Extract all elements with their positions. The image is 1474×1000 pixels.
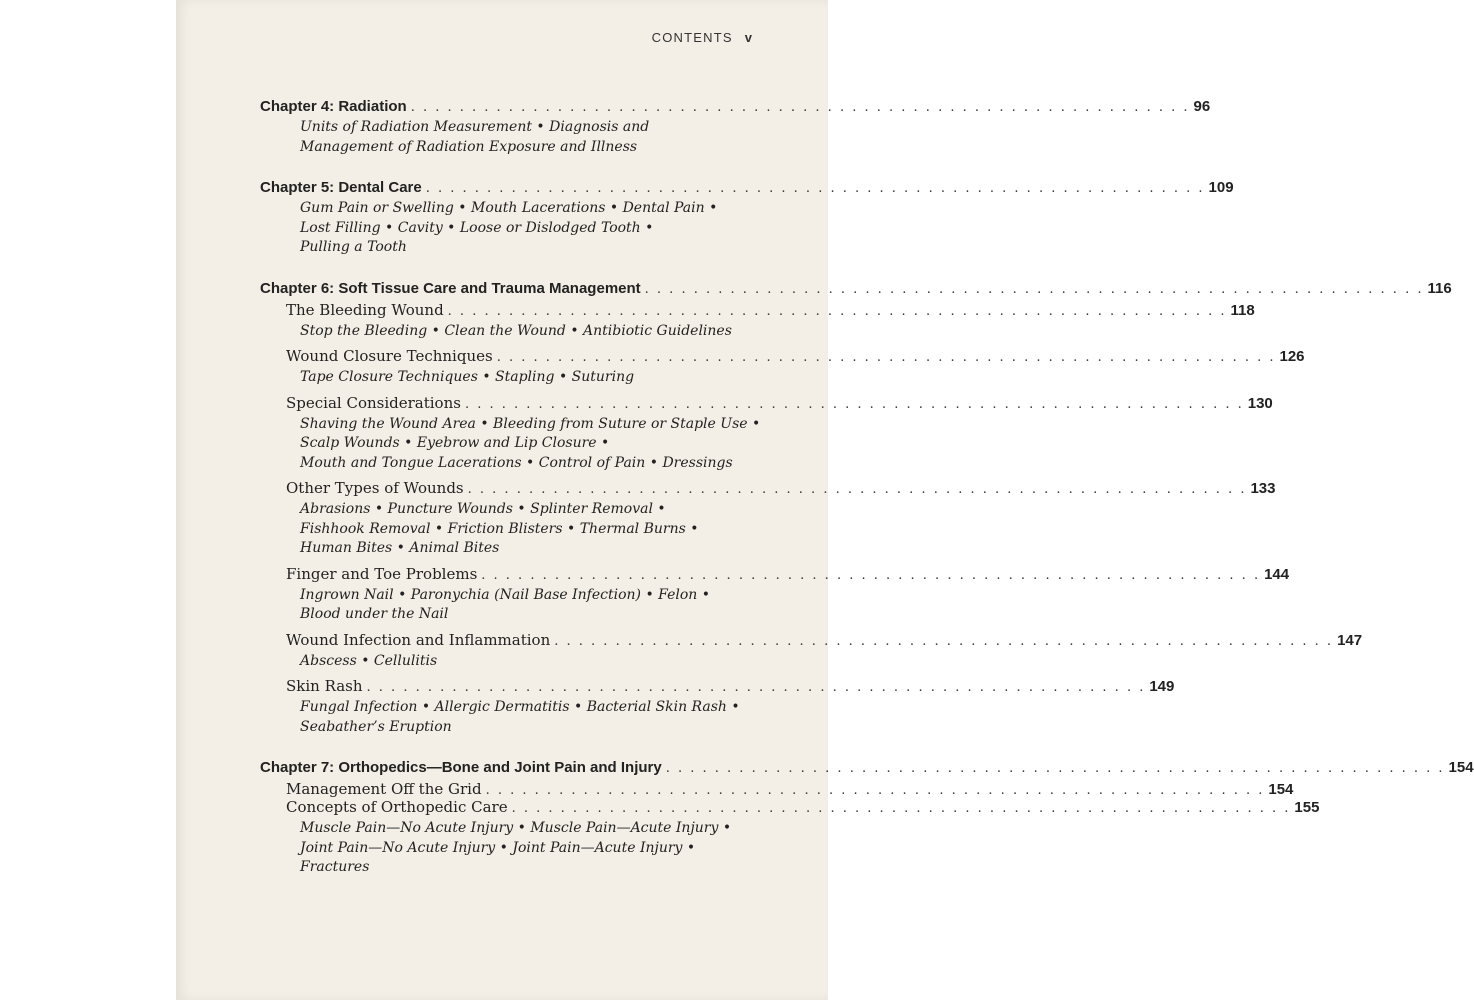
topic-list	[260, 368, 740, 388]
section-entry[interactable]	[260, 677, 1175, 695]
topic-line: Mouth and Tongue Lacerations • Control of Pain • Dressings	[300, 454, 733, 471]
topic-line: Blood under the Nail	[300, 606, 449, 622]
section-entry[interactable]	[260, 564, 1290, 583]
section-entry-page-number: 149	[1149, 678, 1175, 695]
topic-line: Abscess • Cellulitis	[300, 652, 438, 669]
topic-line: Seabather’s Eruption	[300, 718, 452, 735]
topic-line: Management of Radiation Exposure and Illness	[300, 138, 638, 155]
section-entry[interactable]	[260, 393, 1273, 412]
dot-leader: . . . . . . . . . . . . . . . . . . . . . . . . . . . . . . . . . . . . . . . . . . . . . . . . . . . . . . . . . . . . . . . .	[644, 281, 1424, 297]
topic-line: Scalp Wounds • Eyebrow and Lip Closure •	[300, 435, 610, 451]
section-entry-title: Special Considerations	[286, 393, 461, 412]
section-entry-title: Concepts of Orthopedic Care	[286, 798, 508, 816]
section-entry-title: Finger and Toe Problems	[286, 564, 478, 583]
topic-line: Lost Filling • Cavity • Loose or Dislodged Tooth •	[300, 219, 654, 236]
topic-line: Abrasions • Puncture Wounds • Splinter Removal •	[300, 501, 666, 517]
topic-line: Fractures	[300, 859, 370, 875]
section-entry-title: The Bleeding Wound	[286, 300, 444, 319]
dot-leader: . . . . . . . . . . . . . . . . . . . . . . . . . . . . . . . . . . . . . . . . . . . . . . . . . . . . . . . . . . . . . . . .	[554, 633, 1334, 649]
book-page	[176, 0, 1474, 1000]
section-entry[interactable]	[260, 780, 1294, 798]
topic-line: Pulling a Tooth	[300, 239, 407, 255]
topic-line: Fungal Infection • Allergic Dermatitis • Bacterial Skin Rash •	[300, 699, 740, 715]
dot-leader: . . . . . . . . . . . . . . . . . . . . . . . . . . . . . . . . . . . . . . . . . . . . . . . . . . . . . . . . . . . . . . . .	[447, 303, 1227, 319]
dot-leader: . . . . . . . . . . . . . . . . . . . . . . . . . . . . . . . . . . . . . . . . . . . . . . . . . . . . . . . . . . . . . . . .	[496, 350, 1276, 365]
chapter-entry[interactable]	[260, 279, 1452, 297]
topic-line: Gum Pain or Swelling • Mouth Lacerations • Dental Pain •	[300, 200, 718, 216]
section-entry[interactable]	[260, 798, 1320, 816]
section-entry-page-number: 155	[1294, 799, 1320, 816]
section-entry-title: Wound Closure Techniques	[286, 347, 493, 365]
chapter-entry-page-number: 96	[1193, 98, 1211, 115]
chapter-entry[interactable]	[260, 98, 1211, 115]
section-entry-page-number: 133	[1250, 480, 1276, 497]
topic-list	[260, 698, 740, 737]
dot-leader: . . . . . . . . . . . . . . . . . . . . . . . . . . . . . . . . . . . . . . . . . . . . . . . . . . . . . . . . . . . . . . . .	[665, 761, 1445, 776]
dot-leader: . . . . . . . . . . . . . . . . . . . . . . . . . . . . . . . . . . . . . . . . . . . . . . . . . . . . . . . . . . . . . . . .	[511, 801, 1291, 816]
chapter-entry-page-number: 116	[1427, 279, 1452, 297]
topic-list	[260, 199, 740, 258]
section-entry-page-number: 126	[1279, 348, 1305, 365]
chapter-entry-title: Chapter 7: Orthopedics—Bone and Joint Pain and Injury	[260, 759, 662, 776]
dot-leader: . . . . . . . . . . . . . . . . . . . . . . . . . . . . . . . . . . . . . . . . . . . . . . . . . . . . . . . . . . . . . . . .	[425, 181, 1205, 196]
section-entry[interactable]	[260, 347, 1305, 365]
topic-line: Tape Closure Techniques • Stapling • Suturing	[300, 369, 635, 385]
topic-list	[260, 415, 761, 474]
topic-list	[260, 500, 740, 559]
topic-line: Shaving the Wound Area • Bleeding from Suture or Staple Use •	[300, 415, 761, 432]
section-entry-page-number: 144	[1264, 565, 1290, 583]
section-entry-title: Management Off the Grid	[286, 780, 482, 798]
topic-line: Stop the Bleeding • Clean the Wound • Antibiotic Guidelines	[300, 322, 732, 339]
section-entry-page-number: 147	[1337, 631, 1363, 649]
dot-leader: . . . . . . . . . . . . . . . . . . . . . . . . . . . . . . . . . . . . . . . . . . . . . . . . . . . . . . . . . . . . . . . .	[410, 100, 1190, 115]
chapter-entry-page-number: 154	[1448, 759, 1474, 776]
topic-line: Joint Pain—No Acute Injury • Joint Pain—Acute Injury •	[300, 839, 696, 856]
topic-list	[260, 586, 740, 625]
dot-leader: . . . . . . . . . . . . . . . . . . . . . . . . . . . . . . . . . . . . . . . . . . . . . . . . . . . . . . . . . . . . . . . .	[485, 783, 1265, 798]
topic-list	[260, 118, 740, 157]
dot-leader: . . . . . . . . . . . . . . . . . . . . . . . . . . . . . . . . . . . . . . . . . . . . . . . . . . . . . . . . . . . . . . . .	[467, 482, 1247, 497]
section-entry-title: Other Types of Wounds	[286, 479, 464, 497]
section-entry[interactable]	[260, 300, 1255, 319]
table-of-contents	[260, 98, 1474, 884]
section-entry-page-number: 130	[1247, 394, 1273, 412]
chapter-entry-title: Chapter 5: Dental Care	[260, 179, 422, 196]
section-entry-page-number: 118	[1230, 301, 1255, 319]
header-title: CONTENTS	[651, 30, 733, 45]
section-entry-page-number: 154	[1268, 781, 1294, 798]
topic-line: Fishhook Removal • Friction Blisters • Thermal Burns •	[300, 520, 699, 537]
topic-line: Units of Radiation Measurement • Diagnosis and	[300, 119, 650, 135]
topic-line: Ingrown Nail • Paronychia (Nail Base Infection) • Felon •	[300, 586, 711, 603]
section-entry-title: Skin Rash	[286, 677, 363, 695]
section-entry[interactable]	[260, 630, 1363, 649]
section-entry[interactable]	[260, 479, 1276, 497]
topic-list	[260, 652, 740, 672]
chapter-entry-title: Chapter 6: Soft Tissue Care and Trauma Management	[260, 279, 641, 297]
topic-list	[260, 322, 740, 342]
topic-list	[260, 819, 740, 878]
topic-line: Muscle Pain—No Acute Injury • Muscle Pain—Acute Injury •	[300, 820, 732, 836]
section-entry-title: Wound Infection and Inflammation	[286, 630, 551, 649]
chapter-entry-page-number: 109	[1208, 179, 1234, 196]
running-header	[652, 30, 752, 45]
dot-leader: . . . . . . . . . . . . . . . . . . . . . . . . . . . . . . . . . . . . . . . . . . . . . . . . . . . . . . . . . . . . . . . .	[481, 567, 1261, 583]
header-page-number: v	[744, 30, 752, 45]
chapter-entry[interactable]	[260, 179, 1234, 196]
dot-leader: . . . . . . . . . . . . . . . . . . . . . . . . . . . . . . . . . . . . . . . . . . . . . . . . . . . . . . . . . . . . . . . .	[464, 396, 1244, 412]
chapter-entry-title: Chapter 4: Radiation	[260, 98, 407, 115]
topic-line: Human Bites • Animal Bites	[300, 540, 500, 556]
chapter-entry[interactable]	[260, 759, 1474, 776]
dot-leader: . . . . . . . . . . . . . . . . . . . . . . . . . . . . . . . . . . . . . . . . . . . . . . . . . . . . . . . . . . . . . . . .	[366, 680, 1146, 695]
